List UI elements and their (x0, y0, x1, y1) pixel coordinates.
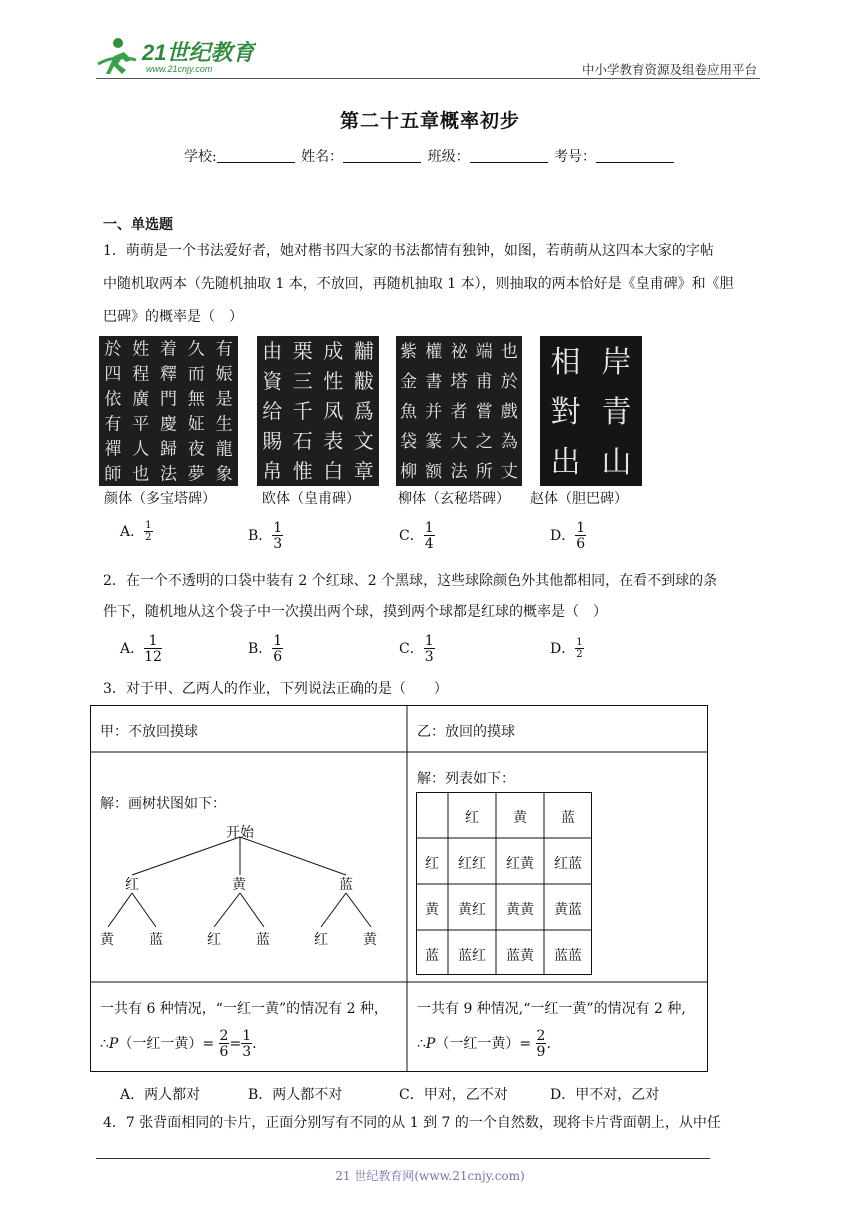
calligraphy-char: 娠 (215, 364, 233, 385)
list-table-cell: 红黄 (506, 856, 534, 872)
calligraphy-char: 無 (187, 389, 205, 410)
calligraphy-char: 塔 (450, 372, 468, 393)
list-table-cell: 红红 (458, 856, 486, 872)
platform-name: 中小学教育资源及组卷应用平台 (581, 62, 757, 77)
calligraphy-char: 所 (475, 462, 493, 483)
calligraphy-char: 篆 (425, 432, 443, 453)
list-table-cell: 蓝 (425, 948, 439, 964)
calligraphy-char: 法 (160, 464, 177, 485)
calligraphy-char: 成 (323, 339, 344, 364)
logo-text: 21世纪教育 (142, 40, 255, 65)
q1-option-c[interactable] (399, 521, 435, 551)
option-label: C． (399, 641, 424, 657)
list-table-cell: 黄蓝 (554, 902, 582, 918)
calligraphy-char: 给 (262, 399, 283, 424)
list-table-cell: 红 (425, 856, 439, 872)
calligraphy-char: 夢 (187, 464, 205, 485)
list-table-header-cell: 黄 (513, 810, 527, 826)
calligraphy-char: 也 (132, 464, 150, 485)
left-solve: 解：画树状图如下： (100, 796, 226, 812)
calligraphy-char: 平 (132, 414, 150, 435)
calligraphy-char: 生 (215, 414, 233, 435)
option-label: B． (248, 641, 273, 657)
calligraphy-char: 并 (425, 402, 443, 423)
calligraphy-char: 之 (475, 432, 493, 453)
right-solve: 解：列表如下： (417, 771, 515, 787)
option-label: D． (550, 641, 576, 657)
list-table-header-cell: 蓝 (561, 810, 575, 826)
class-blank[interactable] (470, 148, 548, 163)
q2-line1: 2．在一个不透明的口袋中装有 2 个红球、2 个黑球，这些球除颜色外其他都相同，在看不到球的条 (103, 573, 718, 589)
calligraphy-char: 姓 (132, 339, 150, 360)
fraction: $\frac{1}{3}$ (273, 520, 283, 552)
calligraphy-image-yan (99, 336, 238, 486)
left-conclusion-line2: ∴P（一红一黄）= $\frac{2}{6}$ = $\frac{1}{3}$ . (100, 1028, 257, 1060)
site-logo (96, 34, 256, 78)
calligraphy-char: 金 (400, 372, 418, 393)
calligraphy-char: 帛 (262, 459, 283, 484)
q3-line1: 3．对于甲、乙两人的作业，下列说法正确的是（ ） (103, 681, 448, 697)
calligraphy-char: 權 (425, 342, 443, 363)
calligraphy-char: 白 (323, 459, 344, 484)
option-label: C． (399, 528, 424, 544)
calligraphy-char: 書 (425, 372, 443, 393)
calligraphy-char: 賜 (262, 429, 283, 454)
fraction: $\frac{1}{12}$ (144, 633, 162, 665)
tree-node: 蓝 (339, 877, 353, 893)
calligraphy-char: 法 (450, 462, 468, 483)
calligraphy-char: 四 (104, 364, 122, 385)
calligraphy-char: 者 (450, 402, 468, 423)
calligraphy-char: 惟 (292, 459, 313, 484)
list-table-cell: 蓝黄 (506, 948, 534, 964)
caption-zhao: 赵体（胆巴碑） (530, 491, 628, 507)
q2-line2: 件下，随机地从这个袋子中一次摸出两个球，摸到两个球都是红球的概率是（ ） (103, 604, 607, 620)
option-label: A． (120, 641, 145, 657)
logo-subtext: www.21cnjy.com (146, 64, 213, 74)
left-conclusion-line1: 一共有 6 种情况，“一红一黄”的情况有 2 种， (100, 1001, 388, 1017)
q2-option-a[interactable] (120, 634, 162, 664)
number-label: 考号： (554, 149, 597, 165)
calligraphy-char: 大 (450, 432, 468, 453)
section-heading: 一、单选题 (103, 217, 173, 233)
tree-leaf: 蓝 (149, 932, 163, 948)
q1-option-d[interactable] (550, 521, 586, 551)
calligraphy-char: 也 (500, 342, 518, 363)
calligraphy-char: 久 (187, 339, 205, 360)
right-head: 乙：放回的摸球 (417, 724, 515, 740)
calligraphy-char: 着 (160, 339, 177, 360)
calligraphy-char: 相 (550, 344, 581, 380)
calligraphy-char: 魚 (400, 402, 418, 423)
calligraphy-char: 丈 (500, 462, 518, 483)
fraction: $\frac{1}{6}$ (576, 520, 586, 552)
left-head: 甲：不放回摸球 (100, 724, 198, 740)
caption-yan: 颜体（多宝塔碑） (104, 491, 216, 507)
fraction: $\frac{2}{9}$ (536, 1028, 546, 1060)
header-divider (96, 78, 760, 79)
tree-leaf: 蓝 (256, 932, 270, 948)
list-table-cell: 红蓝 (554, 856, 582, 872)
name-blank[interactable] (343, 148, 421, 163)
calligraphy-char: 出 (550, 444, 581, 480)
right-conclusion-line2: ∴P（一红一黄）= $\frac{2}{9}$ . (417, 1028, 551, 1060)
calligraphy-char: 岸 (601, 344, 632, 380)
calligraphy-char: 夜 (187, 439, 205, 460)
calligraphy-char: 黼 (353, 339, 374, 364)
q2-option-c[interactable] (399, 634, 435, 664)
calligraphy-char: 慶 (160, 414, 177, 435)
calligraphy-char: 栗 (292, 339, 313, 364)
tree-node: 红 (125, 877, 139, 893)
calligraphy-char: 依 (104, 389, 122, 410)
calligraphy-char: 山 (601, 444, 632, 480)
fraction: $\frac{1}{3}$ (242, 1028, 252, 1060)
calligraphy-char: 是 (215, 389, 233, 410)
calligraphy-char: 象 (215, 464, 233, 485)
calligraphy-char: 表 (323, 429, 344, 454)
calligraphy-char: 袋 (400, 432, 418, 453)
calligraphy-char: 嘗 (475, 402, 493, 423)
calligraphy-char: 爲 (353, 399, 374, 424)
calligraphy-char: 師 (104, 464, 122, 485)
option-label: A． (120, 524, 145, 540)
fraction: $\frac{1}{6}$ (273, 633, 283, 665)
q1-line1: 1．萌萌是一个书法爱好者，她对楷书四大家的书法都情有独钟，如图，若萌萌从这四本大家的字帖 (103, 243, 714, 259)
calligraphy-char: 三 (292, 369, 313, 394)
calligraphy-char: 龍 (215, 439, 233, 460)
fraction: $\frac{1}{2}$ (145, 520, 152, 543)
calligraphy-char: 姃 (187, 414, 205, 435)
student-info-line (0, 146, 860, 166)
q3-option-b[interactable]: B．两人都不对 (248, 1087, 343, 1103)
tree-leaf: 黄 (363, 932, 377, 948)
calligraphy-char: 石 (292, 429, 313, 454)
calligraphy-char: 文 (353, 429, 374, 454)
calligraphy-image-ou (257, 336, 379, 486)
list-table-cell: 黄红 (458, 902, 486, 918)
calligraphy-char: 祕 (450, 342, 468, 363)
q1-line3: 巴碑》的概率是（ ） (103, 309, 243, 325)
calligraphy-char: 禪 (104, 439, 122, 460)
tree-root: 开始 (226, 825, 254, 841)
calligraphy-char: 於 (500, 372, 518, 393)
name-label: 姓名： (301, 149, 344, 165)
calligraphy-char: 有 (104, 414, 122, 435)
option-label: D． (550, 528, 576, 544)
page-title: 第二十五章概率初步 (339, 110, 520, 132)
calligraphy-image-liu (396, 336, 522, 486)
q1-option-b[interactable] (248, 521, 283, 551)
school-label: 学校: (183, 149, 217, 165)
calligraphy-char: 由 (262, 339, 283, 364)
q4-line1: 4．7 张背面相同的卡片，正面分别写有不同的从 1 到 7 的一个自然数，现将卡片背面朝上，从中任 (103, 1115, 721, 1131)
fraction: $\frac{2}{6}$ (219, 1028, 229, 1060)
calligraphy-char: 黻 (353, 369, 374, 394)
caption-liu: 柳体（玄秘塔碑） (398, 491, 510, 507)
calligraphy-char: 端 (475, 342, 493, 363)
q3-option-a[interactable]: A．两人都对 (120, 1087, 201, 1103)
calligraphy-char: 歸 (160, 439, 177, 460)
calligraphy-char: 有 (215, 339, 233, 360)
calligraphy-char: 紫 (400, 342, 418, 363)
calligraphy-char: 青 (601, 394, 632, 430)
calligraphy-char: 千 (292, 399, 313, 424)
calligraphy-char: 柳 (400, 462, 418, 483)
q3-option-c[interactable]: C．甲对，乙不对 (399, 1087, 508, 1103)
q1-line2: 中随机取两本（先随机抽取 1 本，不放回，再随机抽取 1 本），则抽取的两本恰好是《皇甫碑》和《胆 (103, 276, 734, 292)
calligraphy-char: 釋 (160, 364, 177, 385)
class-label: 班级： (427, 149, 470, 165)
calligraphy-char: 門 (160, 389, 177, 410)
calligraphy-char: 额 (425, 462, 443, 483)
tree-leaf: 黄 (100, 932, 114, 948)
calligraphy-char: 對 (550, 394, 581, 430)
fraction: $\frac{1}{2}$ (576, 637, 583, 660)
list-table-cell: 蓝蓝 (554, 948, 582, 964)
q3-solution-table (90, 705, 708, 1072)
tree-node: 黄 (232, 877, 246, 893)
q1-option-a[interactable] (120, 521, 153, 543)
q2-option-d[interactable] (550, 638, 584, 660)
q3-option-d[interactable]: D．甲不对，乙对 (550, 1087, 660, 1103)
calligraphy-char: 性 (323, 369, 344, 394)
calligraphy-image-zhao (540, 336, 642, 486)
tree-leaf: 红 (207, 932, 221, 948)
calligraphy-char: 甫 (475, 372, 493, 393)
calligraphy-char: 為 (500, 432, 518, 453)
list-table-cell: 黄 (425, 902, 439, 918)
calligraphy-char: 廣 (132, 389, 150, 410)
calligraphy-char: 章 (353, 459, 374, 484)
list-table-cell: 蓝红 (458, 948, 486, 964)
calligraphy-char: 於 (104, 339, 122, 360)
fraction: $\frac{1}{4}$ (424, 520, 434, 552)
calligraphy-char: 而 (187, 364, 205, 385)
fraction: $\frac{1}{3}$ (424, 633, 434, 665)
calligraphy-char: 資 (262, 369, 283, 394)
caption-ou: 欧体（皇甫碑） (262, 491, 360, 507)
calligraphy-char: 人 (132, 439, 150, 460)
number-blank[interactable] (596, 148, 674, 163)
tree-leaf: 红 (314, 932, 328, 948)
school-blank[interactable] (217, 148, 295, 163)
right-conclusion-line1: 一共有 9 种情况,“一红一黄”的情况有 2 种, (417, 1001, 686, 1017)
calligraphy-char: 戲 (500, 402, 518, 423)
calligraphy-char: 凤 (323, 399, 344, 424)
q2-option-b[interactable] (248, 634, 283, 664)
list-table-header-cell: 红 (465, 810, 479, 826)
calligraphy-char: 程 (132, 364, 150, 385)
footer-divider (96, 1158, 710, 1159)
list-table-cell: 黄黄 (506, 902, 534, 918)
option-label: B． (248, 528, 273, 544)
footer-text: 21 世纪教育网(www.21cnjy.com) (335, 1169, 525, 1183)
